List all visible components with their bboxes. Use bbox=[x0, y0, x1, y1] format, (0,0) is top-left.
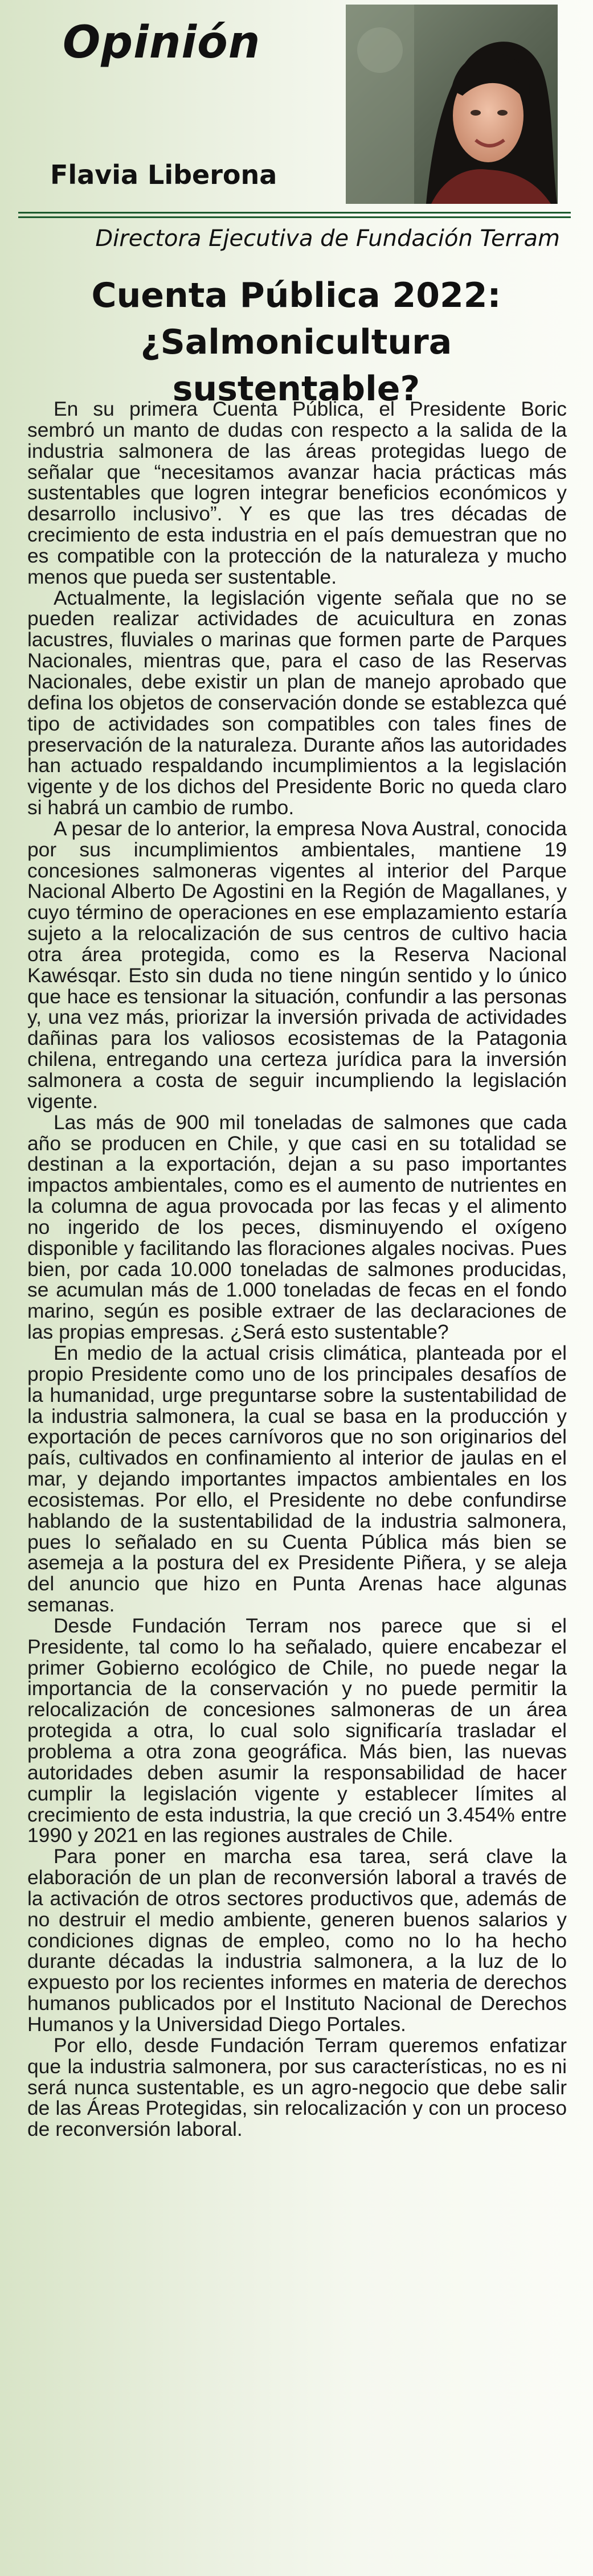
section-label: Opinión bbox=[63, 17, 261, 68]
author-role: Directora Ejecutiva de Fundación Terram bbox=[95, 225, 560, 252]
header-divider-line bbox=[18, 216, 571, 218]
paragraph: Desde Fundación Terram nos parece que si el Presidente, tal como lo ha señalado, quiere encabezar el primer Gobierno ecológico de Chile, no puede negar la importancia de la conservación y no puede permitir la relocalización de concesiones salmoneras de un área protegida a otra, lo cual solo significaría trasladar el problema a otra zona geográfica. Más bien, las nuevas autoridades deben asumir la responsabilidad de hacer cumplir la legislación vigente y establecer límites al crecimiento de esta industria, la que creció un 3.454% entre 1990 y 2021 en las regiones australes de Chile. bbox=[27, 1614, 567, 1847]
paragraph: En su primera Cuenta Pública, el Presidente Boric sembró un manto de dudas con respecto a la salida de la industria salmonera de las áreas protegidas luego de señalar que “necesitamos avanzar hacia prácticas más sustentables que logren integrar beneficios económicos y desarrollo inclusivo”. Y es que las tres décadas de crecimiento de esta industria en el país demuestran que no es compatible con la protección de la naturaleza y mucho menos que pueda ser sustentable. bbox=[27, 397, 567, 588]
header-divider-line bbox=[18, 212, 571, 214]
paragraph: A pesar de lo anterior, la empresa Nova Austral, conocida por sus incumplimientos ambientales, mantiene 19 concesiones salmoneras vigentes al interior del Parque Nacional Alberto De Agostini en la Región de Magallanes, y cuyo término de operaciones en ese emplazamiento estaría sujeto a la relocalización de sus centros de cultivo hacia otra área protegida, como es la Reserva Nacional Kawésqar. Esto sin duda no tiene ningún sentido y lo único que hace es tensionar la situación, confundir a las personas y, una vez más, priorizar la inversión privada de actividades dañinas para los valiosos ecosistemas de la Patagonia chilena, entregando una certeza jurídica para la inversión salmonera a costa de seguir incumpliendo la legislación vigente. bbox=[27, 817, 567, 1113]
article-header bbox=[0, 0, 593, 208]
author-portrait-photo bbox=[346, 5, 558, 204]
author-name: Flavia Liberona bbox=[50, 159, 277, 190]
paragraph: En medio de la actual crisis climática, planteada por el propio Presidente como uno de los principales desafíos de la humanidad, urge preguntarse sobre la sustentabilidad de la industria salmonera, la cual se basa en la producción y exportación de peces carnívoros que no son originarios del país, cultivados en confinamiento al interior de jaulas en el mar, y dejando importantes impactos ambientales en los ecosistemas. Por ello, el Presidente no debe confundirse hablando de la sustentabilidad de la industria salmonera, pues lo señalado en su Cuenta Pública más bien se asemeja a la postura del ex Presidente Piñera, y se aleja del anuncio que hizo en Punta Arenas hace algunas semanas. bbox=[27, 1341, 567, 1617]
headline-line: ¿Salmonicultura sustentable? bbox=[140, 322, 452, 409]
article-headline bbox=[23, 272, 570, 412]
headline-line: Cuenta Pública 2022: bbox=[91, 276, 501, 315]
paragraph: Las más de 900 mil toneladas de salmones que cada año se producen en Chile, y que casi en su totalidad se destinan a la exportación, dejan a su paso importantes impactos ambientales, como es el aumento de nutrientes en la columna de agua provocada por las fecas y el alimento no ingerido de los peces, disminuyendo el oxígeno disponible y facilitando las floraciones algales nocivas. Pues bien, por cada 10.000 toneladas de salmones producidas, se acumulan más de 1.000 toneladas de fecas en el fondo marino, según es posible extraer de las declaraciones de las propias empresas. ¿Será esto sustentable? bbox=[27, 1110, 567, 1344]
paragraph: Actualmente, la legislación vigente señala que no se pueden realizar actividades de acuicultura en zonas lacustres, fluviales o marinas que formen parte de Parques Nacionales, mientras que, para el caso de las Reservas Nacionales, debe existir un plan de manejo aprobado que defina los objetos de conservación donde se establezca qué tipo de actividades son compatibles con tales fines de preservación de la naturaleza. Durante años las autoridades han actuado respaldando incumplimientos a la legislación vigente y de los dichos del Presidente Boric no queda claro si habrá un cambio de rumbo. bbox=[27, 586, 567, 819]
paragraph: Para poner en marcha esa tarea, será clave la elaboración de un plan de reconversión laboral a través de la activación de otros sectores productivos que, además de no destruir el medio ambiente, generen buenos salarios y condiciones dignas de empleo, como no lo ha hecho durante décadas la industria salmonera, a la luz de lo expuesto por los recientes informes en materia de derechos humanos publicados por el Instituto Nacional de Derechos Humanos y la Universidad Diego Portales. bbox=[27, 1845, 567, 2036]
article-body bbox=[27, 399, 567, 2140]
paragraph: Por ello, desde Fundación Terram queremos enfatizar que la industria salmonera, por sus características, no es ni será nunca sustentable, es un agro-negocio que debe salir de las Áreas Protegidas, sin relocalización y con un proceso de reconversión laboral. bbox=[27, 2033, 567, 2141]
